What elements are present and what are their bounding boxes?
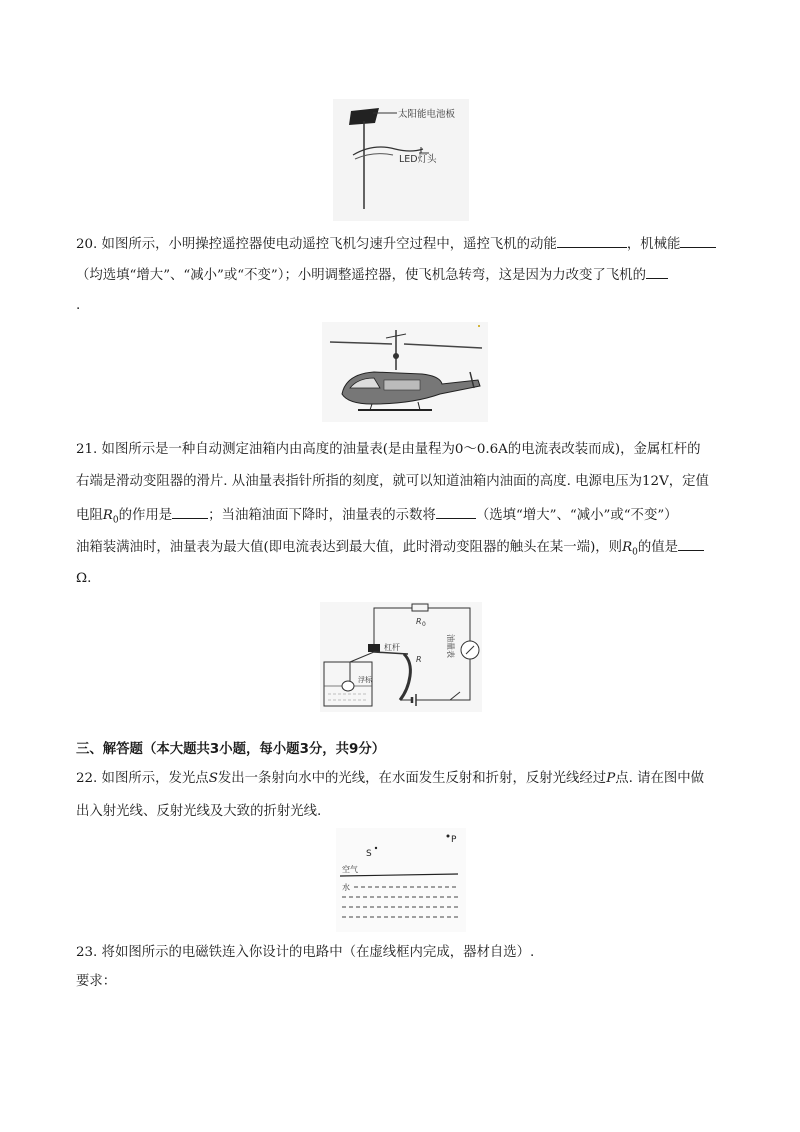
answer-blank[interactable] — [680, 233, 716, 248]
q23-line1 — [76, 943, 736, 963]
label-r0: R — [416, 617, 422, 626]
q23-text: 23. 将如图所示的电磁铁连入你设计的电路中（在虚线框内完成，器材自选）. — [76, 945, 535, 960]
label-oil-meter: 油量表 — [446, 634, 455, 658]
q21-text: 21. 如图所示是一种自动测定油箱内由高度的油量表(是由量程为0～0.6A的电流表改装而成)，金属杠杆的 — [76, 442, 701, 457]
var-r0: R — [622, 540, 633, 555]
var-r0-sub: 0 — [632, 547, 638, 558]
label-lever: 杠杆 — [384, 643, 400, 652]
q20-text: （均选填“增大”、“减小”或“不变”）；小明调整遥控器，使飞机急转弯，这是因为力改变了飞机的 — [76, 268, 646, 283]
answer-blank[interactable] — [436, 504, 476, 519]
var-s: S — [208, 771, 218, 786]
q21-text: 电阻 — [76, 508, 103, 523]
label-float: 浮标 — [358, 676, 372, 684]
q23-line2 — [76, 972, 736, 992]
q22-text: 发出一条射向水中的光线，在水面发生反射和折射，反射光线经过 — [217, 771, 607, 786]
q20-text: . — [76, 298, 81, 313]
label-air: 空气 — [342, 865, 358, 874]
q20-line1 — [76, 233, 736, 255]
point-s — [375, 847, 377, 849]
q23-text: 要求： — [76, 974, 117, 989]
oil-gauge-circuit-figure — [320, 602, 482, 712]
q21-text: 的值是 — [637, 540, 679, 555]
q21-line1 — [76, 440, 736, 460]
label-led-head: LED灯头 — [399, 154, 437, 165]
solar-lamp-figure — [333, 99, 469, 221]
answer-blank[interactable] — [557, 233, 627, 248]
optics-figure — [336, 828, 466, 932]
q21-line4 — [76, 536, 736, 563]
var-r0-sub: 0 — [112, 515, 119, 526]
q22-line2 — [76, 802, 736, 822]
float — [342, 681, 354, 691]
label-s: S — [366, 849, 372, 859]
q20-text: 20. 如图所示，小明操控遥控器使电动遥控飞机匀速升空过程中，遥控飞机的动能 — [76, 237, 557, 252]
q21-text: （选填“增大”、“减小”或“不变”） — [475, 508, 678, 523]
label-p: P — [451, 835, 457, 845]
label-water: 水 — [342, 883, 350, 892]
helicopter-figure — [322, 322, 488, 422]
label-solar-panel: 太阳能电池板 — [398, 109, 456, 120]
answer-blank[interactable] — [646, 264, 668, 279]
q22-text: 出入射光线、反射光线及大致的折射光线. — [76, 804, 322, 819]
answer-blank[interactable] — [678, 536, 704, 551]
q21-text: 的作用是 — [118, 508, 173, 523]
q20-line2 — [76, 264, 736, 286]
q20-line3 — [76, 296, 736, 316]
lever-pivot — [368, 644, 380, 652]
q22-text: 点. 请在图中做 — [615, 771, 705, 786]
label-r0-sub: 0 — [422, 621, 426, 628]
point-p — [447, 835, 450, 838]
answer-blank[interactable] — [172, 504, 208, 519]
q21-text: 油箱装满油时，油量表为最大值(即电流表达到最大值，此时滑动变阻器的触头在某一端)，则 — [76, 540, 623, 555]
q21-line2 — [76, 472, 736, 492]
q21-text: Ω. — [76, 571, 92, 586]
q22-line1 — [76, 769, 736, 789]
label-r: R — [416, 655, 422, 664]
var-r0: R — [102, 508, 113, 523]
resistor-r0 — [412, 604, 428, 611]
q20-text: ，机械能 — [626, 237, 681, 252]
var-p: P — [606, 771, 616, 786]
q21-text: ；当油箱油面下降时，油量表的示数将 — [208, 508, 436, 523]
q21-text: 右端是滑动变阻器的滑片. 从油量表指针所指的刻度，就可以知道油箱内油面的高度. 电源电压为12V，定值 — [76, 474, 709, 489]
section-heading — [76, 740, 736, 760]
section-heading-text: 三、解答题（本大题共3小题，每小题3分，共9分） — [76, 742, 386, 757]
q21-line3 — [76, 504, 736, 531]
q22-text: 22. 如图所示，发光点 — [76, 771, 209, 786]
q21-line5 — [76, 569, 736, 589]
